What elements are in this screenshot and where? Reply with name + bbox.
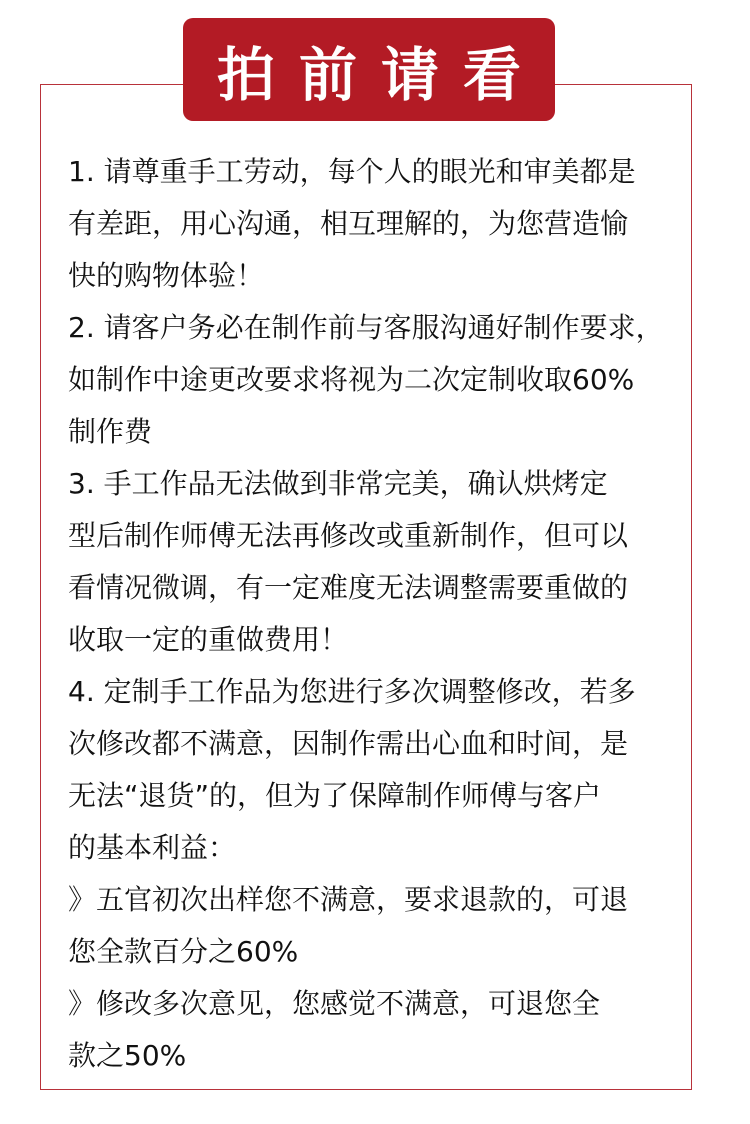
- notice-line: 您全款百分之60%: [68, 935, 299, 968]
- notice-line: 收取一定的重做费用！: [68, 623, 349, 656]
- notice-line: 款之50%: [68, 1039, 187, 1072]
- notice-line: 型后制作师傅无法再修改或重新制作，但可以: [68, 519, 629, 552]
- page-title: 拍前请看: [216, 40, 545, 109]
- notice-line: 2. 请客户务必在制作前与客服沟通好制作要求，: [68, 311, 664, 344]
- notice-line: 次修改都不满意，因制作需出心血和时间，是: [68, 727, 629, 760]
- notice-line: 的基本利益：: [68, 831, 237, 864]
- notice-content: [68, 146, 684, 1082]
- notice-line: 》五官初次出样您不满意，要求退款的，可退: [68, 883, 629, 916]
- notice-line: 有差距，用心沟通，相互理解的，为您营造愉: [68, 207, 629, 240]
- notice-line: 4. 定制手工作品为您进行多次调整修改，若多: [68, 675, 636, 708]
- notice-line: 制作费: [68, 415, 153, 448]
- notice-line: 看情况微调，有一定难度无法调整需要重做的: [68, 571, 629, 604]
- notice-line: 如制作中途更改要求将视为二次定制收取60%: [68, 363, 635, 396]
- notice-line: 快的购物体验！: [68, 259, 265, 292]
- notice-line: 1. 请尊重手工劳动，每个人的眼光和审美都是: [68, 155, 636, 188]
- title-badge: [183, 18, 555, 121]
- notice-line: 》修改多次意见，您感觉不满意，可退您全: [68, 987, 601, 1020]
- notice-line: 3. 手工作品无法做到非常完美，确认烘烤定: [68, 467, 608, 500]
- notice-line: 无法“退货”的，但为了保障制作师傅与客户: [68, 779, 602, 812]
